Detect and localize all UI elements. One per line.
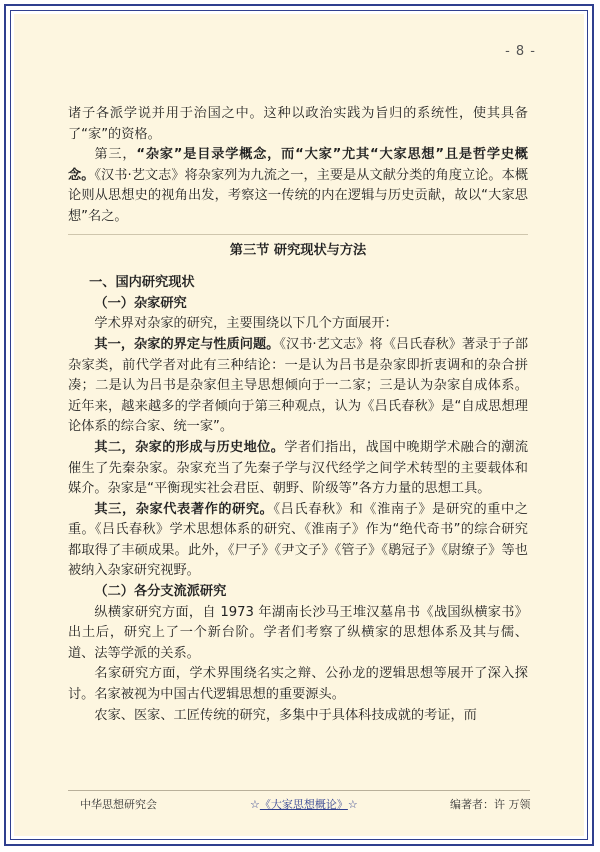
star-icon: ☆ — [347, 798, 358, 811]
point-three-text: 《吕氏春秋》和《淮南子》是研究的重中之重。《吕氏春秋》学术思想体系的研究、《淮南子》作为“绝代奇书”的综合研究都取得了丰硕成果。此外，《尸子》《尹文子》《管子》《鹖冠子》《尉缭子》等也被纳入杂家研究视野。 — [68, 501, 528, 579]
point-two-bold: 其二，杂家的形成与历史地位。 — [94, 439, 285, 455]
page-number: - 8 - — [505, 44, 536, 59]
paragraph-nongjia — [68, 706, 528, 727]
para1-text: 诸子各派学说并用于治国之中。这种以政治实践为旨归的系统性，使其具备了“家”的资格。 — [68, 106, 528, 142]
para2-rest: 《汉书·艺文志》将杂家列为九流之一，主要是从文献分类的角度立论。本概论则从思想史的视角出发，考察这一传统的内在逻辑与历史贡献，故以“大家思想”名之。 — [68, 167, 529, 224]
mingjia-text: 名家研究方面，学术界围绕名实之辩、公孙龙的逻辑思想等展开了深入探讨。名家被视为中国古代逻辑思想的重要源头。 — [68, 666, 528, 703]
paragraph-zongheng — [68, 603, 528, 665]
star-icon: ☆ — [250, 798, 260, 811]
nongjia-text: 农家、医家、工匠传统的研究，多集中于具体科技成就的考证，而 — [94, 707, 477, 723]
para-intro-text: 学术界对杂家的研究，主要围绕以下几个方面展开： — [94, 316, 398, 332]
footer-title-text[interactable]: 《大家思想概论》 — [259, 798, 348, 811]
document-body — [68, 104, 528, 726]
section-divider — [68, 234, 528, 235]
zongheng-text: 纵横家研究方面，自 1973 年湖南长沙马王堆汉墓帛书《战国纵横家书》出土后，研究上了一个新台阶。学者们考察了纵横家的思想体系及其与儒、道、法等学派的关系。 — [68, 604, 528, 661]
heading-branches-research: （二）各分支流派研究 — [94, 584, 227, 600]
paragraph-third-point — [68, 145, 528, 227]
heading-zajia-research: （一）杂家研究 — [94, 295, 187, 311]
section-title: 第三节 研究现状与方法 — [229, 242, 367, 258]
heading-domestic-status: 一、国内研究现状 — [89, 275, 195, 291]
paragraph-mingjia — [68, 664, 528, 705]
footer-author: 编著者：许 万领 — [450, 798, 531, 811]
point-one-bold: 其一，杂家的界定与性质问题。 — [94, 336, 280, 352]
paragraph-intro — [68, 314, 528, 335]
para2-lead: 第三， — [94, 147, 137, 163]
footer-divider — [68, 790, 530, 791]
point-two-text: 学者们指出，战国中晚期学术融合的潮流催生了先秦杂家。杂家充当了先秦子学与汉代经学之间学术转型的主要载体和媒介。杂家是“平衡现实社会君臣、朝野、阶级等”各方力量的思想工具。 — [68, 439, 529, 497]
paragraph-point-one — [68, 335, 528, 438]
point-three-bold: 其三，杂家代表著作的研究。 — [94, 501, 274, 517]
paragraph-point-three — [68, 500, 528, 582]
footer-book-title — [250, 796, 358, 812]
paragraph-continued — [68, 104, 528, 145]
footer-organization: 中华思想研究会 — [80, 798, 157, 811]
paragraph-point-two — [68, 438, 528, 500]
point-one-text: 《汉书·艺文志》将《吕氏春秋》著录于子部杂家类，前代学者对此有三种结论：一是认为吕书是杂家即折衷调和的杂合拼凑；二是认为吕书是杂家但主导思想倾向于一二家；三是认为杂家自成体系。近年来，越来越多的学者倾向于第三种观点，认为《吕氏春秋》是“自成思想理论体系的综合家、统一家”。 — [68, 336, 529, 435]
para2-bold: “杂家”是目录学概念，而“大家”尤其“大家思想”且是哲学史概念。 — [68, 147, 528, 183]
